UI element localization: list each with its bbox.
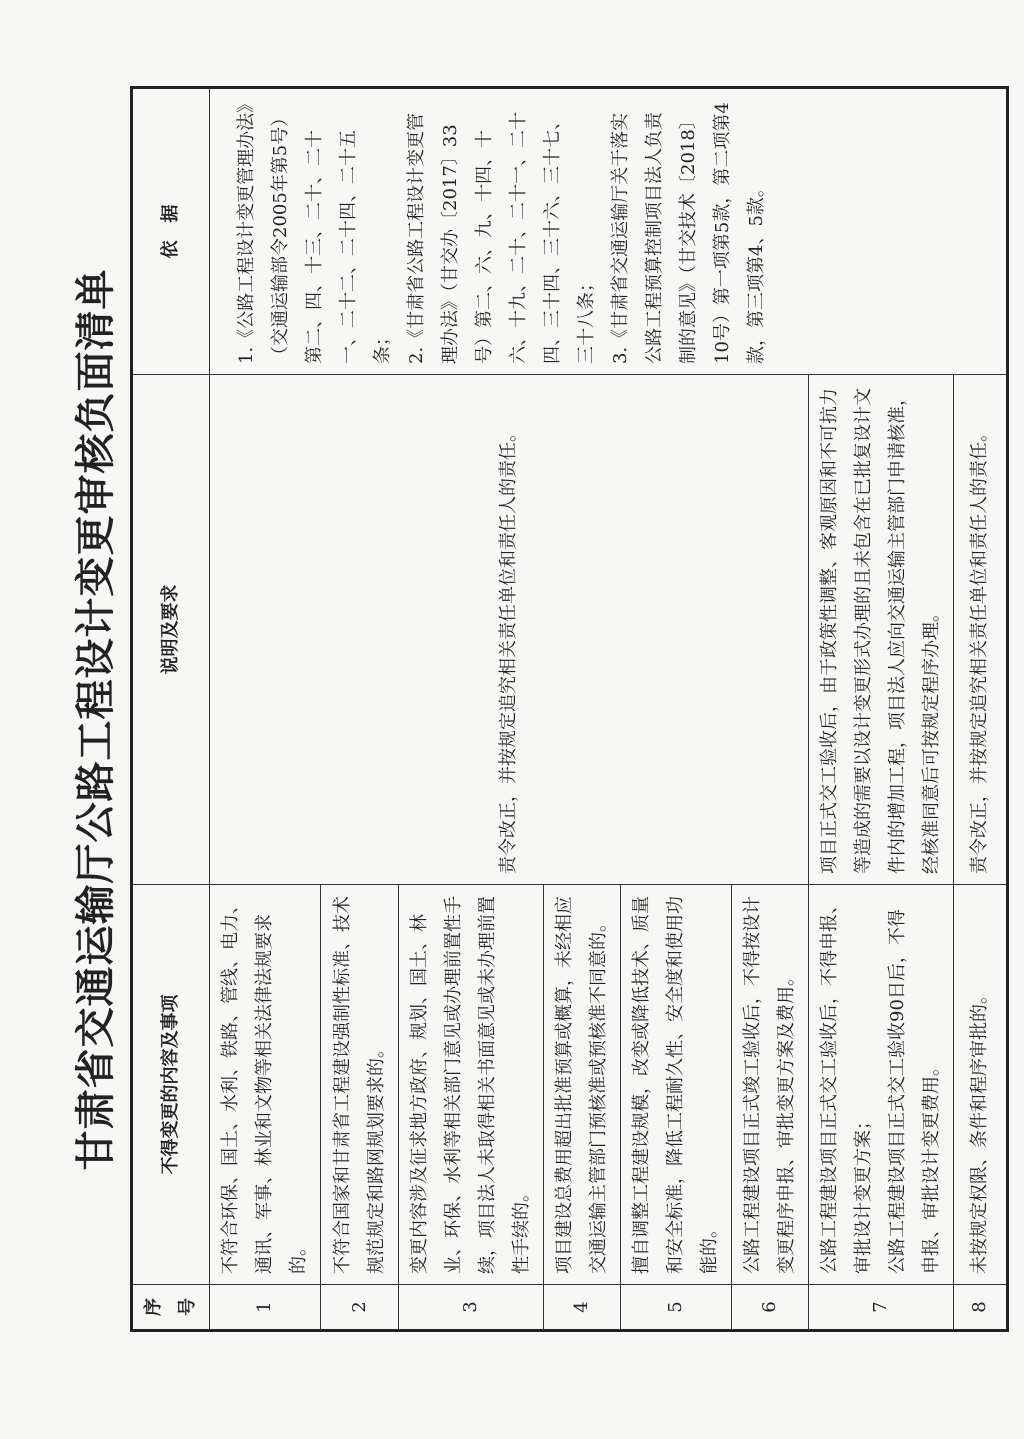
- row-content-part-a: 公路工程建设项目正式交工验收后，不得申报、审批设计变更方案；: [819, 896, 874, 1274]
- basis-item-2: 2.《甘肃省公路工程设计变更管理办法》（甘交办〔2017〕33号）第二、六、九、十四、十六、十九、二十、二十一、二十四、三十四、三十六、三十七、三十八条；: [406, 112, 597, 364]
- row-seq: 5: [621, 1285, 732, 1331]
- row-content: 擅自调整工程建设规模，改变或降低技术、质量和安全标准，降低工程耐久性、安全度和使用功能的。: [621, 885, 732, 1285]
- header-content: 不得变更的内容及事项: [132, 885, 210, 1285]
- row-content: 公路工程建设项目正式竣工验收后，不得按设计变更程序申报、审批变更方案及费用。: [732, 885, 809, 1285]
- basis-item-3: 3.《甘肃省交通运输厅关于落实公路工程预算控制项目法人负责制的意见》（甘交技术〔2018〕10号）第一项第5款，第二项第4款，第三项第4、5款。: [610, 102, 767, 364]
- basis-item-1: 1.《公路工程设计变更管理办法》（交通运输部令2005年第5号）第二、四、十三、二十、二十一、二十二、二十四、二十五条；: [236, 103, 393, 364]
- row-seq: 3: [399, 1285, 544, 1331]
- row-seq: 1: [210, 1285, 321, 1331]
- header-row: [132, 88, 210, 1331]
- table-row: [210, 88, 321, 1331]
- row-seq: 4: [544, 1285, 621, 1331]
- document-title: 甘肃省交通运输厅公路工程设计变更审核负面清单: [72, 268, 119, 1171]
- row-content: 不符合国家和甘肃省工程建设强制性标准、技术规范规定和路网规划要求的。: [321, 885, 399, 1285]
- header-basis: 依 据: [132, 88, 210, 375]
- header-desc: 说明及要求: [132, 375, 210, 885]
- row-content: 不符合环保、国土、水利、铁路、管线、电力、通讯、军事、林业和文物等相关法律法规要求的。: [210, 885, 321, 1285]
- row-content: 变更内容涉及征求地方政府、规划、国土、林业、环保、水利等相关部门意见或办理前置性手续，项目法人未取得相关书面意见或未办理前置性手续的。: [399, 885, 544, 1285]
- row-desc: 项目正式交工验收后，由于政策性调整、客观原因和不可抗力等造成的需要以设计变更形式办理的且未包含在已批复设计文件内的增加工程，项目法人应向交通运输主管部门申请核准，经核准同意后可按规定程序办理。: [809, 375, 954, 885]
- row-content: 未按规定权限、条件和程序审批的。: [954, 885, 1008, 1285]
- negative-list-table: [130, 89, 1009, 1332]
- row-content: [809, 885, 954, 1285]
- row-content: 项目建设总费用超出批准预算或概算，未经相应交通运输主管部门预核准或预核准不同意的。: [544, 885, 621, 1285]
- row-seq: 2: [321, 1285, 399, 1331]
- header-seq: 序号: [132, 1285, 210, 1331]
- row-seq: 6: [732, 1285, 809, 1331]
- row-seq: 8: [954, 1285, 1008, 1331]
- row-basis: [210, 88, 1008, 375]
- row-seq: 7: [809, 1285, 954, 1331]
- row-desc-shared: 责令改正，并按规定追究相关责任单位和责任人的责任。: [210, 375, 809, 885]
- row-desc: 责令改正，并按规定追究相关责任单位和责任人的责任。: [954, 375, 1008, 885]
- row-content-part-b: 公路工程建设项目正式交工验收90日后，不得申报、审批设计变更费用。: [887, 909, 942, 1274]
